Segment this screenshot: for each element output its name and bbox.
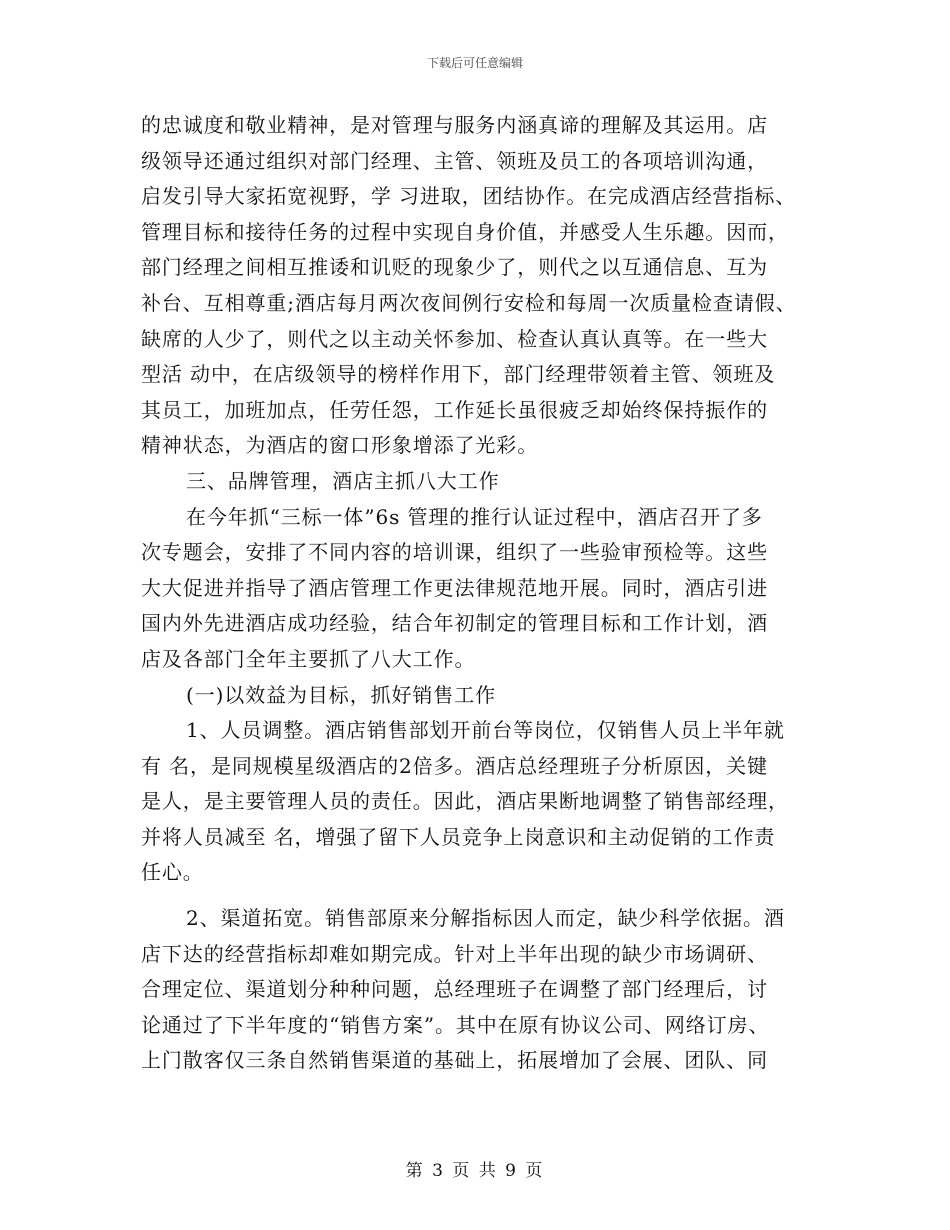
text-line: 精神状态，为酒店的窗口形象增添了光彩。 — [141, 433, 539, 458]
paragraph-p2 — [141, 464, 831, 500]
text-line: 级领导还通过组织对部门经理、主管、领班及员工的各项培训沟通， — [141, 148, 768, 173]
text-line: 1、人员调整。酒店销售部划开前台等岗位，仅销售人员上半年就 — [186, 718, 785, 743]
paragraph-p1 — [141, 108, 831, 464]
text-line: (一)以效益为目标，抓好销售工作 — [186, 682, 497, 707]
text-line: 有 名，是同规模星级酒店的2倍多。酒店总经理班子分析原因，关键 — [141, 753, 768, 778]
document-body — [141, 108, 831, 1079]
text-line: 缺席的人少了，则代之以主动关怀参加、检查认真认真等。在一些大 — [141, 326, 768, 351]
text-line: 三、品牌管理，酒店主抓八大工作 — [186, 468, 500, 493]
text-line: 管理目标和接待任务的过程中实现自身价值，并感受人生乐趣。因而， — [141, 219, 789, 244]
page-footer: 第 3 页 共 9 页 — [405, 1161, 545, 1181]
text-line: 其员工，加班加点，任劳任怨，工作延长虽很疲乏却始终保持振作的 — [141, 397, 768, 422]
text-line: 补台、互相尊重;酒店每月两次夜间例行安检和每周一次质量检查请假、 — [141, 290, 797, 315]
text-line: 论通过了下半年度的“销售方案”。其中在原有协议公司、网络订房、 — [141, 1012, 770, 1037]
paragraph-p5 — [141, 713, 831, 891]
text-line: 次专题会，安排了不同内容的培训课，组织了一些验审预检等。这些 — [141, 540, 768, 565]
text-line: 上门散客仅三条自然销售渠道的基础上，拓展增加了会展、团队、同 — [141, 1048, 768, 1073]
text-line: 店下达的经营指标却难如期完成。针对上半年出现的缺少市场调研、 — [141, 941, 768, 966]
text-line: 店及各部门全年主要抓了八大工作。 — [141, 646, 476, 671]
paragraph-p6 — [141, 901, 831, 1079]
text-line: 启发引导大家拓宽视野，学 习进取，团结协作。在完成酒店经营指标、 — [141, 184, 797, 209]
text-line: 合理定位、渠道划分种种问题，总经理班子在调整了部门经理后，讨 — [141, 977, 768, 1002]
text-line: 的忠诚度和敬业精神，是对管理与服务内涵真谛的理解及其运用。店 — [141, 113, 768, 137]
text-line: 2、渠道拓宽。销售部原来分解指标因人而定，缺少科学依据。酒 — [186, 906, 785, 931]
paragraph-p4 — [141, 678, 831, 714]
text-line: 部门经理之间相互推诿和讥贬的现象少了，则代之以互通信息、互为 — [141, 255, 768, 280]
text-line: 任心。 — [141, 860, 204, 885]
paragraph-p3 — [141, 500, 831, 678]
text-line: 型活 动中，在店级领导的榜样作用下，部门经理带领着主管、领班及 — [141, 362, 776, 387]
text-line: 国内外先进酒店成功经验，结合年初制定的管理目标和工作计划，酒 — [141, 611, 768, 636]
text-line: 大大促进并指导了酒店管理工作更法律规范地开展。同时，酒店引进 — [141, 575, 768, 600]
paragraph-gap — [141, 891, 831, 901]
page-header: 下载后可任意编辑 — [426, 56, 523, 70]
text-line: 是人，是主要管理人员的责任。因此，酒店果断地调整了销售部经理， — [141, 789, 789, 814]
text-line: 在今年抓“三标一体”6s 管理的推行认证过程中，酒店召开了多 — [186, 504, 763, 529]
text-line: 并将人员减至 名，增强了留下人员竞争上岗意识和主动促销的工作责 — [141, 824, 776, 849]
